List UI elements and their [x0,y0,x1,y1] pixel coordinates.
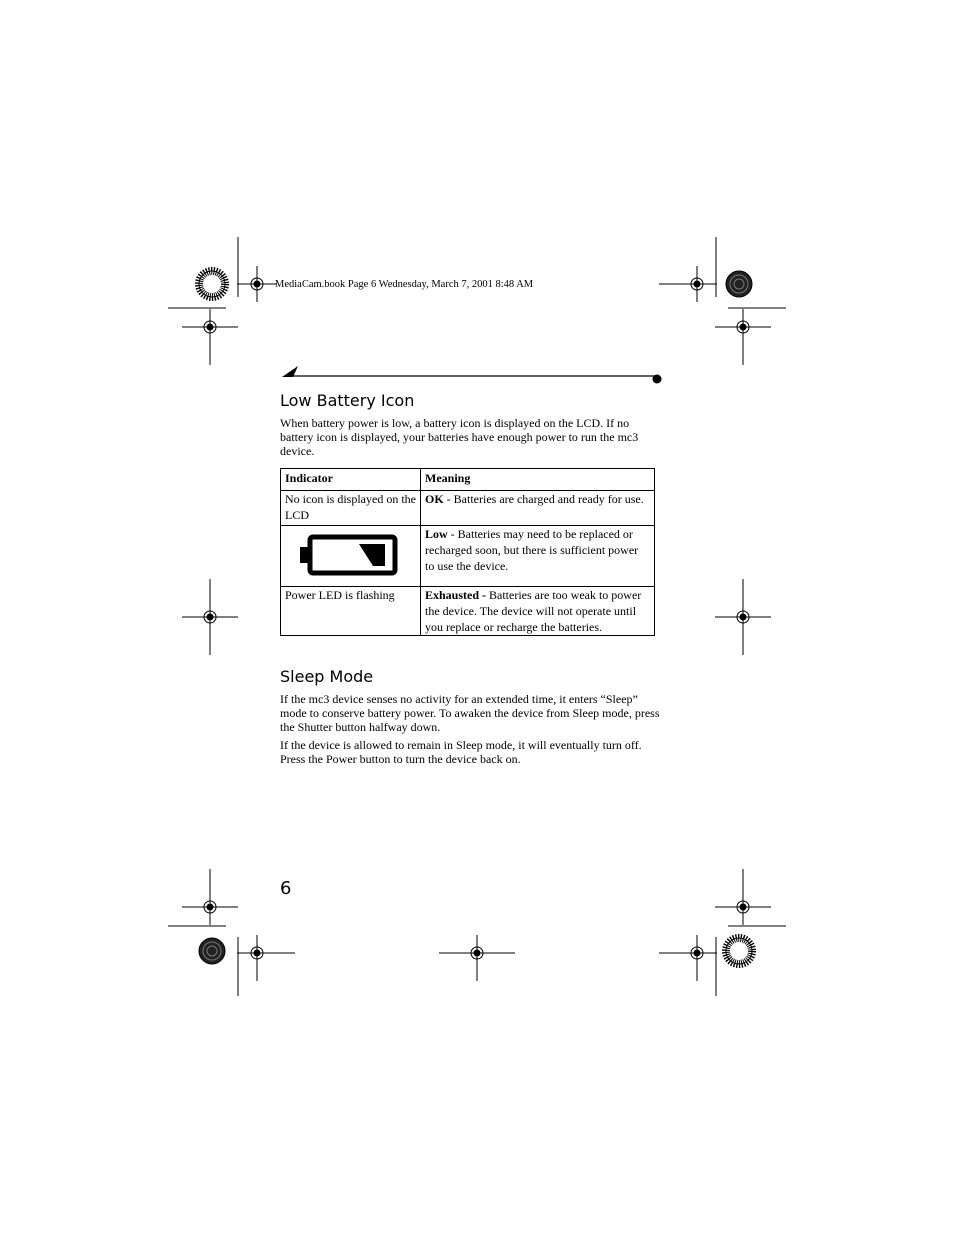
status-term: Exhausted - [425,588,487,602]
header-indicator: Indicator [281,469,421,491]
status-term: OK [425,492,444,506]
battery-indicator-table [280,468,655,636]
status-term: Low [425,527,448,541]
status-description: - Batteries may need to be replaced or recharged soon, but there is sufficient power to use the device. [425,527,639,573]
page-number: 6 [280,878,292,899]
table-header-row [281,469,655,491]
indicator-cell: Power LED is flashing [281,587,421,636]
indicator-cell: No icon is displayed on the LCD [281,491,421,526]
status-description: - Batteries are charged and ready for use. [443,492,644,506]
sleep-mode-paragraph-1: If the mc3 device senses no activity for an extended time, it enters “Sleep” mode to conserve battery power. To awaken the device from Sleep mode, press the Shutter button halfway down. [280,692,660,734]
status-description: Batteries are too weak to power the device. The device will not operate until you replace or recharge the batteries. [425,588,642,634]
indicator-cell [281,526,421,587]
section-title-low-battery: Low Battery Icon [280,391,415,410]
meaning-cell [421,526,655,587]
table-row [281,491,655,526]
print-header: MediaCam.book Page 6 Wednesday, March 7, 2001 8:48 AM [275,279,534,290]
low-battery-icon [281,526,412,582]
section-title-sleep-mode: Sleep Mode [280,667,374,686]
sleep-mode-paragraph-2: If the device is allowed to remain in Sleep mode, it will eventually turn off. Press the Power button to turn the device back on. [280,738,642,766]
header-meaning: Meaning [421,469,655,491]
table-row [281,587,655,636]
chapter-rule [282,366,662,384]
low-battery-intro: When battery power is low, a battery icon is displayed on the LCD. If no battery icon is displayed, your batteries have enough power to run the mc3 device. [280,416,639,458]
meaning-cell [421,491,655,526]
table-row [281,526,655,587]
meaning-cell [421,587,655,636]
